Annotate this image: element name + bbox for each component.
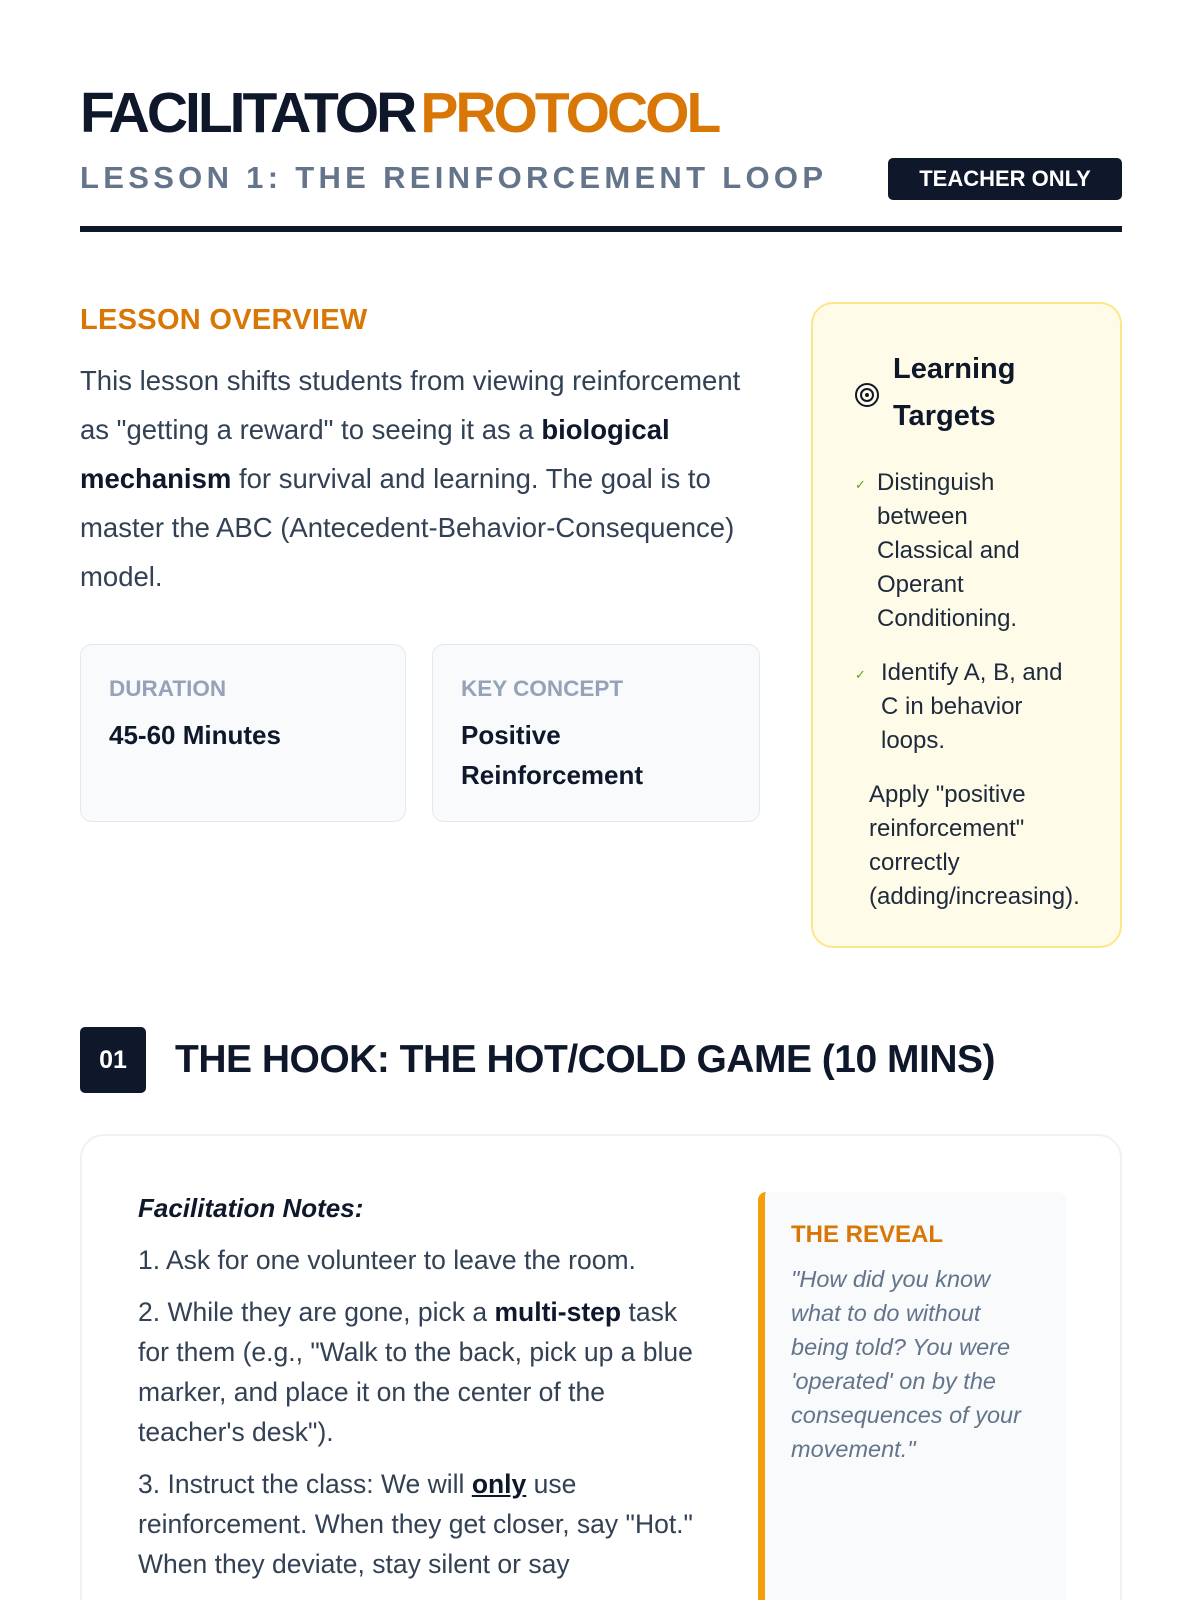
page-header: [80, 82, 1122, 202]
learning-targets-header: [855, 346, 1095, 442]
reveal-label: THE REVEAL: [791, 1221, 944, 1248]
learning-targets-panel: [811, 302, 1122, 948]
key-concept-card: [432, 644, 760, 822]
step-1-card: [80, 1134, 1122, 1600]
list-item: [855, 656, 1105, 758]
step-1-title: THE HOOK: THE HOT/COLD GAME (10 MINS): [175, 1038, 995, 1081]
note-2-start: 2. While they are gone, pick a: [138, 1297, 495, 1327]
note-3: [138, 1464, 698, 1584]
target-text: Distinguish between Classical and Operant Conditioning.: [877, 469, 1020, 632]
overview-text: [80, 356, 760, 601]
title-part-1: FACILITATOR: [80, 81, 415, 145]
info-cards: [80, 644, 760, 822]
title-part-2: PROTOCOL: [420, 81, 719, 145]
step-number-badge: 01: [80, 1027, 146, 1093]
overview-heading: LESSON OVERVIEW: [80, 304, 368, 336]
duration-label: DURATION: [109, 676, 227, 701]
note-3-end: use reinforcement. When they get closer, say "Hot." When they deviate, stay silent or say: [138, 1469, 693, 1579]
duration-value: 45-60 Minutes: [109, 720, 281, 750]
note-3-emphasis: only: [471, 1469, 527, 1499]
overview-text-emphasis: biological mechanism: [80, 414, 670, 494]
note-3-start: 3. Instruct the class: We will: [138, 1469, 472, 1499]
subtitle-row: [80, 154, 1122, 202]
list-item: [855, 778, 1105, 914]
note-1: 1. Ask for one volunteer to leave the room.: [138, 1245, 636, 1275]
key-concept-value: Positive Reinforcement: [461, 720, 644, 790]
note-2-emphasis: multi-step: [494, 1297, 622, 1327]
teacher-only-badge: TEACHER ONLY: [888, 158, 1122, 200]
learning-targets-list: [855, 466, 1105, 934]
check-icon: ✓: [855, 667, 866, 682]
lesson-subtitle: LESSON 1: THE REINFORCEMENT LOOP: [80, 160, 828, 195]
duration-card: [80, 644, 406, 822]
target-text: Apply "positive reinforcement" correctly (adding/increasing).: [869, 781, 1080, 910]
reveal-callout: [758, 1192, 1066, 1600]
list-item: [855, 466, 1105, 636]
note-2: [138, 1292, 698, 1452]
check-icon: ✓: [855, 477, 866, 492]
overview-text-start: This lesson shifts students from viewing reinforcement as "getting a reward" to seeing it as a: [80, 365, 741, 445]
facilitation-notes: [138, 1188, 698, 1584]
learning-targets-title: Learning Targets: [893, 353, 1016, 432]
note-2-end: task for them (e.g., "Walk to the back, pick up a blue marker, and place it on the center of the teacher's desk").: [138, 1297, 693, 1447]
header-divider: [80, 226, 1122, 232]
lesson-overview: [80, 302, 760, 601]
facilitation-notes-title: Facilitation Notes:: [138, 1193, 364, 1223]
target-text: Identify A, B, and C in behavior loops.: [881, 659, 1063, 754]
reveal-quote: "How did you know what to do without being told? You were 'operated' on by the consequences of your movement.": [791, 1266, 1021, 1462]
target-icon: [855, 383, 879, 407]
key-concept-label: KEY CONCEPT: [461, 676, 624, 701]
overview-text-end: for survival and learning. The goal is to master the ABC (Antecedent-Behavior-Consequence) model.: [80, 463, 735, 592]
page-title: [80, 82, 1122, 144]
